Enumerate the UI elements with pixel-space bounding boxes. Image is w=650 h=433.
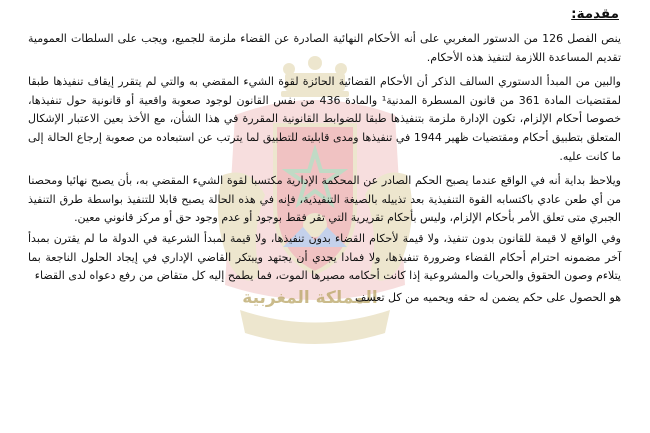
paragraph-2: والبين من المبدأ الدستوري السالف الذكر أن الأحكام القضائية الحائزة لقوة الشيء المقضي به والتي لم يتقرر إيقاف تنفيذها طبقا لمقتضيات المادة 361 من قانون المسطرة المدنية¹ والمادة 436 من نفس القانون لوجود صعوبة واقعية أو قانونية حول تنفيذها، خصوصا أحكام الإلزام، تكون الإدارة ملزمة بتنفيذها طبقا للضوابط القانونية المقررة في هذا الشأن، مع الأخذ بعين الاعتبار الإشكال المتعلق بتطبيق أحكام ومقتضيات ظهير 1944 في تنفيذها ومدى قابليته للتطبيق لما يترتب عن استبعاده من صعوبة إرجاع الحالة إلى ما كانت عليه. bbox=[28, 75, 621, 163]
paragraph-5: هو الحصول على حكم يضمن له حقه ويحميه من كل تعسف bbox=[354, 290, 621, 304]
paragraph-3: ويلاحظ بداية أنه في الواقع عندما يصبح الحكم الصادر عن المحكمة الإدارية مكتسبا لقوة الشيء المقضي به، بأن يصبح نهائيا ومحصنا من أي طعن عادي باكتسابه القوة التنفيذية بعد تذييله بالصيغة التنفيذية، فإنه في هذه الحالة يصبح قابلا للتنفيذ بواسطة طرق التنفيذ الجبري متى تعلق الأمر بأحكام الإلزام، وليس بأحكام تقريرية التي تقر فقط بوجود أو عدم وجود حق أو مركز قانوني معين. bbox=[28, 174, 621, 225]
document-body bbox=[28, 0, 621, 307]
paragraph-4: وفي الواقع لا قيمة للقانون بدون تنفيذ، ولا قيمة لأحكام القضاء بدون تنفيذها، ولا قيمة لمبدأ الشرعية في الدولة ما لم يقترن بمبدأ آخر مضمونه احترام أحكام القضاء وضرورة تنفيذها، ولا فمادا يجدي أن يجتهد ويبتكر القاضي الإداري في إيجاد الحلول الناجعة بما يتلاءم وصون الحقوق والحريات والمشروعية إذا كانت أحكامه مصيرها الموت، فما يطمح إليه كل متقاض من رفع دعواه لدى القضاء bbox=[28, 231, 621, 283]
watermark-text: المملكة المغربية bbox=[242, 288, 378, 308]
section-heading: مقدمة: bbox=[571, 6, 619, 22]
paragraph-1: ينص الفصل 126 من الدستور المغربي على أنه الأحكام النهائية الصادرة عن القضاء ملزمة للجميع، ويجب على السلطات العمومية تقديم المساعدة اللازمة لتنفيذ هذه الأحكام. bbox=[28, 32, 621, 64]
